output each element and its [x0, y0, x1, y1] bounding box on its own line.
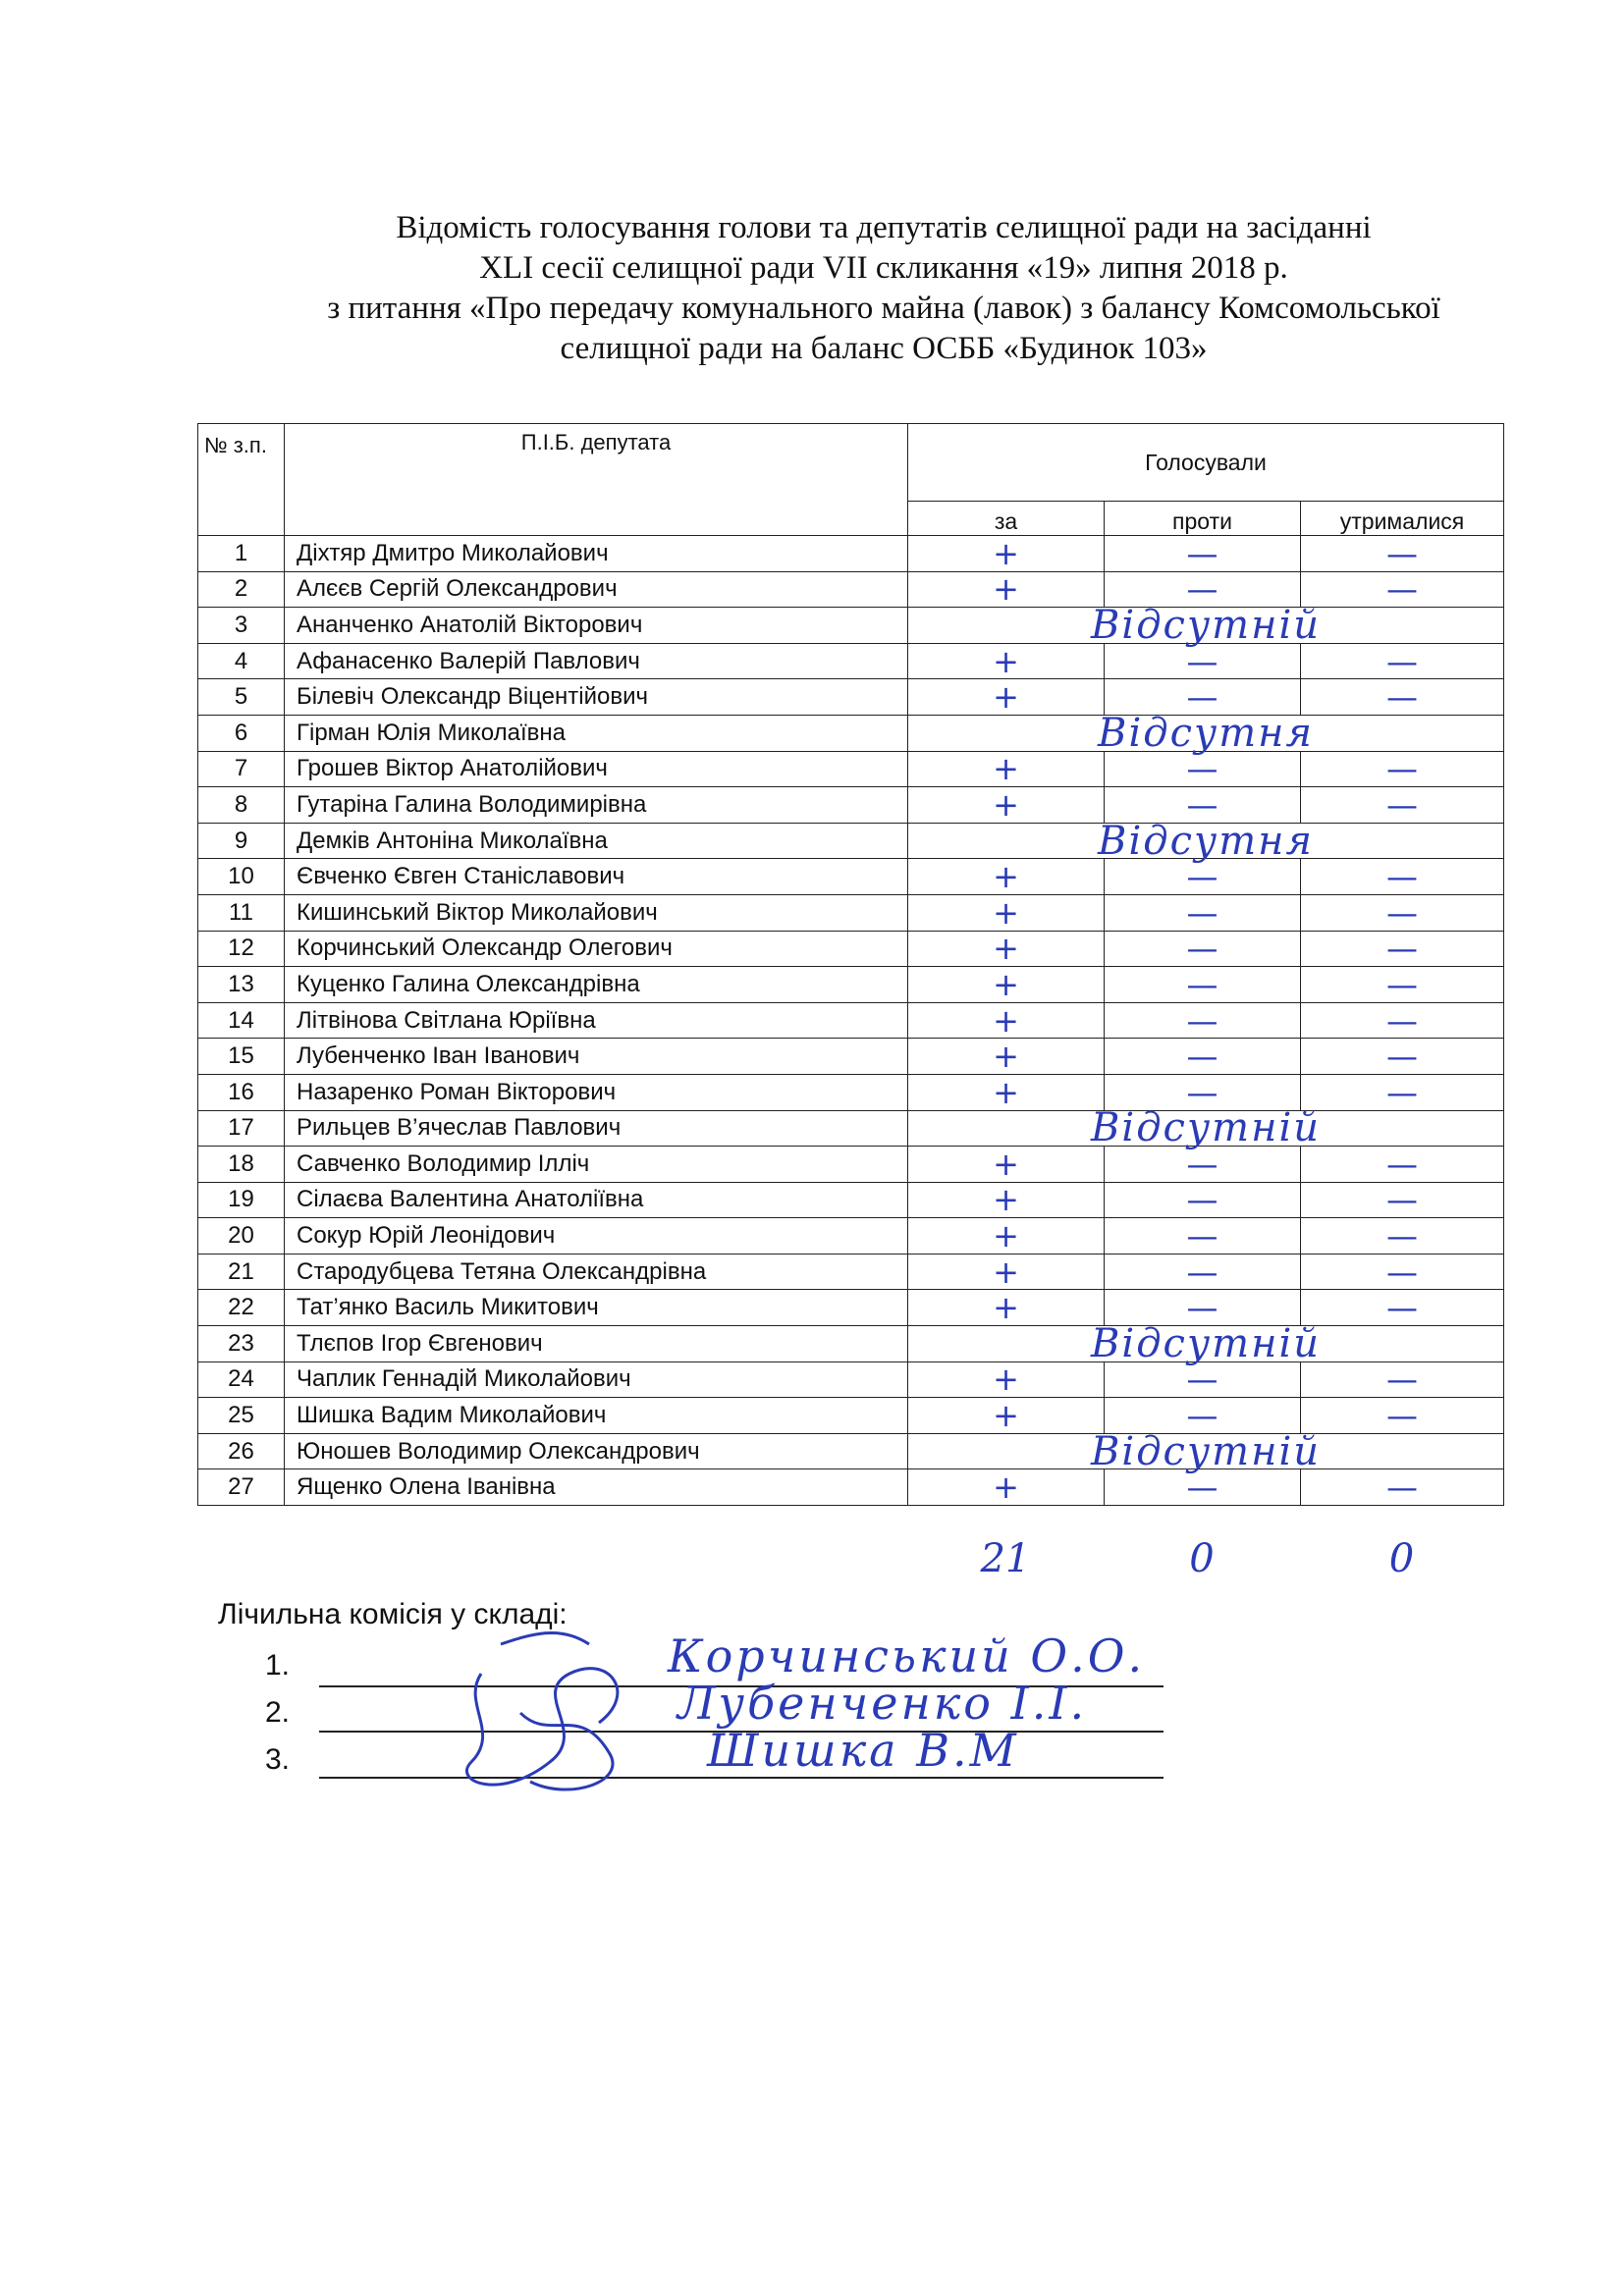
table-row: [198, 823, 1504, 859]
row-number: 19: [198, 1182, 285, 1218]
row-number: 13: [198, 967, 285, 1003]
vote-abstained-mark: —: [1301, 1074, 1504, 1110]
vote-abstained-mark: —: [1301, 1218, 1504, 1255]
row-number: 26: [198, 1433, 285, 1469]
voting-table: [197, 423, 1504, 1506]
vote-for-mark: +: [908, 1147, 1105, 1183]
table-row: [198, 1147, 1504, 1183]
header-name: П.І.Б. депутата: [285, 424, 908, 536]
absent-note: Відсутній: [908, 1110, 1504, 1147]
row-number: 1: [198, 536, 285, 572]
total-abstained: 0: [1388, 1536, 1415, 1581]
vote-for-mark: +: [908, 1182, 1105, 1218]
row-number: 6: [198, 715, 285, 751]
row-number: 4: [198, 643, 285, 679]
table-row: [198, 1218, 1504, 1255]
deputy-name: Афанасенко Валерій Павлович: [285, 643, 908, 679]
absent-note: Відсутній: [908, 1326, 1504, 1362]
deputy-name: Грошев Віктор Анатолійович: [285, 751, 908, 787]
vote-abstained-mark: —: [1301, 1002, 1504, 1039]
deputy-name: Сокур Юрій Леонідович: [285, 1218, 908, 1255]
row-number: 2: [198, 571, 285, 608]
table-row: [198, 751, 1504, 787]
deputy-name: Сілаєва Валентина Анатоліївна: [285, 1182, 908, 1218]
table-row: [198, 1002, 1504, 1039]
total-for: 21: [980, 1536, 1031, 1581]
deputy-name: Куценко Галина Олександрівна: [285, 967, 908, 1003]
vote-against-mark: —: [1105, 1254, 1301, 1290]
vote-against-mark: —: [1105, 859, 1301, 895]
deputy-name: Назаренко Роман Вікторович: [285, 1074, 908, 1110]
vote-for-mark: +: [908, 894, 1105, 931]
table-row: [198, 715, 1504, 751]
row-number: 20: [198, 1218, 285, 1255]
deputy-name: Ященко Олена Іванівна: [285, 1469, 908, 1506]
vote-abstained-mark: —: [1301, 1469, 1504, 1506]
deputy-name: Юношев Володимир Олександрович: [285, 1433, 908, 1469]
table-row: [198, 536, 1504, 572]
vote-for-mark: +: [908, 1398, 1105, 1434]
vote-against-mark: —: [1105, 894, 1301, 931]
deputy-name: Шишка Вадим Миколайович: [285, 1398, 908, 1434]
deputy-name: Алєєв Сергій Олександрович: [285, 571, 908, 608]
table-row: [198, 1469, 1504, 1506]
row-number: 7: [198, 751, 285, 787]
row-number: 24: [198, 1362, 285, 1398]
vote-for-mark: +: [908, 536, 1105, 572]
vote-against-mark: —: [1105, 1469, 1301, 1506]
total-against: 0: [1189, 1536, 1215, 1581]
deputy-name: Євченко Євген Станіславович: [285, 859, 908, 895]
title-line-4: селищної ради на баланс ОСББ «Будинок 103»: [560, 331, 1208, 366]
row-number: 16: [198, 1074, 285, 1110]
vote-for-mark: +: [908, 931, 1105, 967]
table-row: [198, 859, 1504, 895]
deputy-name: Гірман Юлія Миколаївна: [285, 715, 908, 751]
deputy-name: Кишинський Віктор Миколайович: [285, 894, 908, 931]
handwritten-initials-scribble: [442, 1615, 677, 1821]
table-row: [198, 894, 1504, 931]
vote-abstained-mark: —: [1301, 894, 1504, 931]
deputy-name: Тат’янко Василь Микитович: [285, 1290, 908, 1326]
deputy-name: Рильцев В’ячеслав Павлович: [285, 1110, 908, 1147]
signature-1: Корчинський О.О.: [668, 1629, 1146, 1682]
vote-abstained-mark: —: [1301, 1290, 1504, 1326]
vote-against-mark: —: [1105, 1290, 1301, 1326]
row-number: 12: [198, 931, 285, 967]
row-number: 23: [198, 1326, 285, 1362]
table-row: [198, 643, 1504, 679]
vote-abstained-mark: —: [1301, 1362, 1504, 1398]
row-number: 11: [198, 894, 285, 931]
title-line-2: XLI сесії селищної ради VII скликання «19» липня 2018 р.: [479, 250, 1288, 286]
table-row: [198, 1398, 1504, 1434]
vote-for-mark: +: [908, 1362, 1105, 1398]
deputy-name: Демків Антоніна Миколаївна: [285, 823, 908, 859]
deputy-name: Ананченко Анатолій Вікторович: [285, 608, 908, 644]
vote-abstained-mark: —: [1301, 859, 1504, 895]
deputy-name: Діхтяр Дмитро Миколайович: [285, 536, 908, 572]
table-row: [198, 967, 1504, 1003]
vote-for-mark: +: [908, 1039, 1105, 1075]
vote-abstained-mark: —: [1301, 679, 1504, 716]
vote-abstained-mark: —: [1301, 1147, 1504, 1183]
vote-against-mark: —: [1105, 751, 1301, 787]
vote-against-mark: —: [1105, 967, 1301, 1003]
commission-index-1: 1.: [265, 1649, 291, 1682]
table-row: [198, 679, 1504, 716]
absent-note: Відсутня: [908, 715, 1504, 751]
header-against: проти: [1105, 502, 1301, 536]
vote-against-mark: —: [1105, 931, 1301, 967]
row-number: 10: [198, 859, 285, 895]
deputy-name: Літвінова Світлана Юріївна: [285, 1002, 908, 1039]
vote-against-mark: —: [1105, 1039, 1301, 1075]
table-row: [198, 1254, 1504, 1290]
table-row: [198, 931, 1504, 967]
table-row: [198, 608, 1504, 644]
document-title: [196, 208, 1571, 369]
vote-against-mark: —: [1105, 571, 1301, 608]
table-row: [198, 1182, 1504, 1218]
vote-against-mark: —: [1105, 1398, 1301, 1434]
vote-abstained-mark: —: [1301, 1182, 1504, 1218]
vote-abstained-mark: —: [1301, 931, 1504, 967]
row-number: 17: [198, 1110, 285, 1147]
vote-abstained-mark: —: [1301, 1398, 1504, 1434]
vote-abstained-mark: —: [1301, 787, 1504, 824]
row-number: 14: [198, 1002, 285, 1039]
vote-abstained-mark: —: [1301, 536, 1504, 572]
row-number: 21: [198, 1254, 285, 1290]
vote-for-mark: +: [908, 1254, 1105, 1290]
table-row: [198, 787, 1504, 824]
signature-2: Лубенченко І.І.: [677, 1677, 1088, 1730]
row-number: 5: [198, 679, 285, 716]
row-number: 22: [198, 1290, 285, 1326]
vote-against-mark: —: [1105, 787, 1301, 824]
vote-against-mark: —: [1105, 679, 1301, 716]
absent-note: Відсутня: [908, 823, 1504, 859]
vote-against-mark: —: [1105, 1074, 1301, 1110]
vote-abstained-mark: —: [1301, 967, 1504, 1003]
vote-against-mark: —: [1105, 536, 1301, 572]
voting-table-body: [198, 536, 1504, 1506]
table-row: [198, 1362, 1504, 1398]
header-number: № з.п.: [198, 424, 285, 536]
absent-note: Відсутній: [908, 608, 1504, 644]
vote-for-mark: +: [908, 571, 1105, 608]
vote-against-mark: —: [1105, 1147, 1301, 1183]
header-for: за: [908, 502, 1105, 536]
commission-index-3: 3.: [265, 1743, 291, 1776]
deputy-name: Білевіч Олександр Віцентійович: [285, 679, 908, 716]
signature-3: Шишка В.М: [707, 1724, 1019, 1777]
vote-against-mark: —: [1105, 1218, 1301, 1255]
title-line-3: з питання «Про передачу комунального майна (лавок) з балансу Комсомольської: [327, 291, 1440, 326]
vote-against-mark: —: [1105, 1182, 1301, 1218]
vote-for-mark: +: [908, 643, 1105, 679]
table-row: [198, 1110, 1504, 1147]
row-number: 15: [198, 1039, 285, 1075]
vote-for-mark: +: [908, 751, 1105, 787]
deputy-name: Корчинський Олександр Олегович: [285, 931, 908, 967]
row-number: 18: [198, 1147, 285, 1183]
commission-index-2: 2.: [265, 1696, 291, 1729]
absent-note: Відсутній: [908, 1433, 1504, 1469]
row-number: 25: [198, 1398, 285, 1434]
vote-for-mark: +: [908, 967, 1105, 1003]
deputy-name: Чаплик Геннадій Миколайович: [285, 1362, 908, 1398]
row-number: 8: [198, 787, 285, 824]
vote-for-mark: +: [908, 1469, 1105, 1506]
vote-against-mark: —: [1105, 1362, 1301, 1398]
vote-abstained-mark: —: [1301, 751, 1504, 787]
deputy-name: Тлєпов Ігор Євгенович: [285, 1326, 908, 1362]
vote-for-mark: +: [908, 1074, 1105, 1110]
vote-for-mark: +: [908, 1218, 1105, 1255]
row-number: 3: [198, 608, 285, 644]
vote-for-mark: +: [908, 859, 1105, 895]
vote-abstained-mark: —: [1301, 1039, 1504, 1075]
vote-against-mark: —: [1105, 643, 1301, 679]
vote-for-mark: +: [908, 787, 1105, 824]
header-abstained: утрималися: [1301, 502, 1504, 536]
vote-for-mark: +: [908, 679, 1105, 716]
deputy-name: Савченко Володимир Ілліч: [285, 1147, 908, 1183]
deputy-name: Гутаріна Галина Володимирівна: [285, 787, 908, 824]
deputy-name: Лубенченко Іван Іванович: [285, 1039, 908, 1075]
table-row: [198, 1433, 1504, 1469]
vote-against-mark: —: [1105, 1002, 1301, 1039]
vote-abstained-mark: —: [1301, 1254, 1504, 1290]
commission-label: Лічильна комісія у складі:: [218, 1598, 568, 1630]
table-row: [198, 1326, 1504, 1362]
row-number: 27: [198, 1469, 285, 1506]
vote-abstained-mark: —: [1301, 571, 1504, 608]
header-voted: Голосували: [908, 424, 1504, 502]
deputy-name: Стародубцева Тетяна Олександрівна: [285, 1254, 908, 1290]
table-row: [198, 1039, 1504, 1075]
row-number: 9: [198, 823, 285, 859]
vote-abstained-mark: —: [1301, 643, 1504, 679]
title-line-1: Відомість голосування голови та депутатів селищної ради на засіданні: [396, 210, 1372, 245]
vote-for-mark: +: [908, 1002, 1105, 1039]
vote-for-mark: +: [908, 1290, 1105, 1326]
